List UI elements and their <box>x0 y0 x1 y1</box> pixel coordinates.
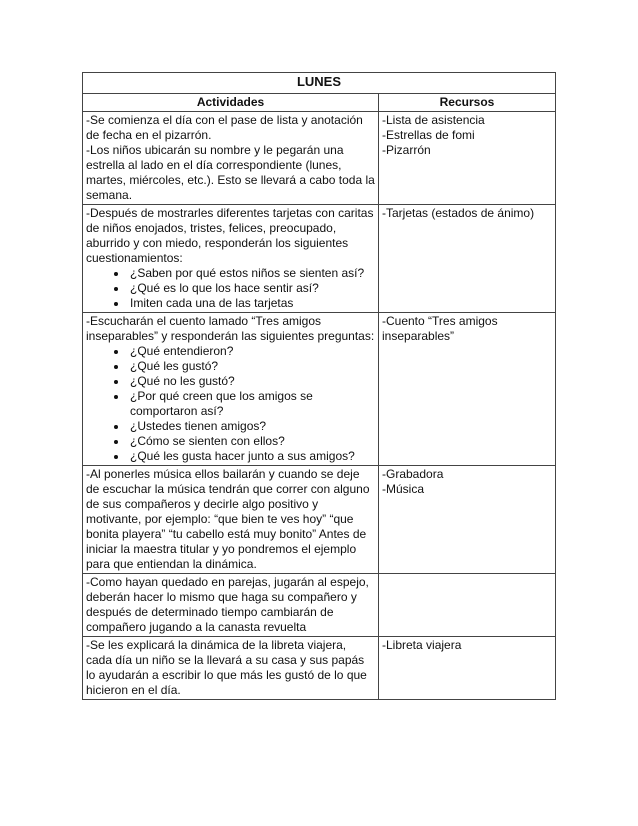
resource-cell <box>379 637 556 700</box>
activity-text: -Se comienza el día con el pase de lista y anotación de fecha en el pizarrón. <box>86 113 367 142</box>
day-row <box>83 73 556 94</box>
activity-text: -Después de mostrarles diferentes tarjetas con caritas de niños enojados, tristes, felices, preocupado, aburrido y con miedo, responderán los siguientes cuestionamientos: <box>86 206 377 265</box>
activity-cell <box>83 313 379 466</box>
activity-cell <box>83 574 379 637</box>
question-item: • ¿Por qué creen que los amigos se comportaron así? <box>128 389 375 419</box>
activity-cell <box>83 205 379 313</box>
activity-cell <box>83 112 379 205</box>
activity-text: -Los niños ubicarán su nombre y le pegarán una estrella al lado en el día correspondiente (lunes, martes, miércoles, etc.). Esto se llevará a cabo toda la semana. <box>86 143 379 202</box>
resource-item: -Música <box>382 482 425 496</box>
question-item: • Imiten cada una de las tarjetas <box>128 296 375 311</box>
plan-table-body <box>83 73 556 700</box>
question-list <box>86 266 375 311</box>
activity-row <box>83 574 556 637</box>
resources-header: Recursos <box>379 94 556 112</box>
resource-item: -Tarjetas (estados de ánimo) <box>382 206 535 220</box>
resource-item: -Lista de asistencia <box>382 113 485 127</box>
question-item: • ¿Qué entendieron? <box>128 344 375 359</box>
activity-text: -Se les explicará la dinámica de la libreta viajera, cada día un niño se la llevará a su casa y sus papás lo ayudarán a escribir lo que más les gustó de lo que hicieron en el día. <box>86 638 371 697</box>
question-item: • ¿Cómo se sienten con ellos? <box>128 434 375 449</box>
question-item: • ¿Qué les gusta hacer junto a sus amigos? <box>128 449 375 464</box>
activity-text: -Al ponerles música ellos bailarán y cuando se deje de escuchar la música tendrán que correr con alguno de sus compañeros y decirle algo positivo y motivante, por ejemplo: “que bien te ves hoy” “que bonita playera” “tu cabello está muy bonito” Antes de iniciar la maestra titular y yo pondremos el ejemplo para que entiendan la dinámica. <box>86 467 373 571</box>
activity-cell <box>83 466 379 574</box>
activity-row <box>83 112 556 205</box>
resource-item: -Cuento “Tres amigos inseparables” <box>382 314 501 343</box>
question-item: • ¿Qué les gustó? <box>128 359 375 374</box>
resource-item: -Libreta viajera <box>382 638 462 652</box>
question-item: • ¿Qué no les gustó? <box>128 374 375 389</box>
activity-cell <box>83 637 379 700</box>
question-item: • ¿Qué es lo que los hace sentir así? <box>128 281 375 296</box>
activity-text: -Escucharán el cuento lamado “Tres amigos inseparables” y responderán las siguientes preguntas: <box>86 314 375 343</box>
resource-cell <box>379 112 556 205</box>
question-item: • ¿Saben por qué estos niños se sienten así? <box>128 266 375 281</box>
activities-header: Actividades <box>83 94 379 112</box>
plan-table <box>82 72 556 700</box>
resource-item: -Grabadora <box>382 467 444 481</box>
question-list <box>86 344 375 464</box>
activity-row <box>83 205 556 313</box>
activity-row <box>83 637 556 700</box>
day-title: LUNES <box>83 73 556 94</box>
header-row <box>83 94 556 112</box>
resource-cell <box>379 313 556 466</box>
activity-row <box>83 313 556 466</box>
resource-item: -Estrellas de fomi <box>382 128 475 142</box>
question-item: • ¿Ustedes tienen amigos? <box>128 419 375 434</box>
activity-text: -Como hayan quedado en parejas, jugarán al espejo, deberán hacer lo mismo que haga su compañero y después de determinado tiempo cambiarán de compañero jugando a la canasta revuelta <box>86 575 373 634</box>
resource-cell <box>379 466 556 574</box>
resource-item: -Pizarrón <box>382 143 431 157</box>
activity-row <box>83 466 556 574</box>
resource-cell <box>379 574 556 637</box>
resource-cell <box>379 205 556 313</box>
